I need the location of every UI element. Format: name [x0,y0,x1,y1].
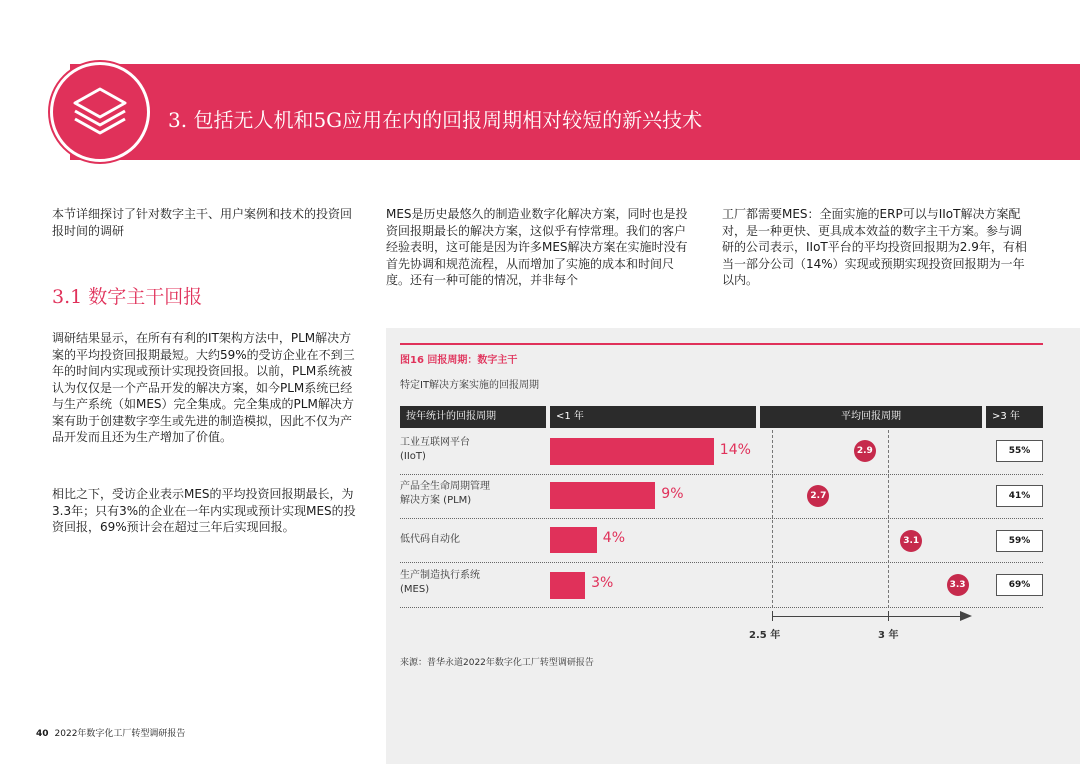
row-label-iiot [400,436,470,464]
header-lt1: <1 年 [550,406,756,428]
axis-arrow-icon [960,611,972,621]
axis-tick-2-5 [772,611,773,621]
row-label-line: 生产制造执行系统 [400,570,480,581]
report-title: 2022年数字化工厂转型调研报告 [54,729,186,739]
avg-marker-iiot: 2.9 [854,440,876,462]
body-paragraph-2: 相比之下，受访企业表示MES的平均投资回报期最长，为3.3年；只有3%的企业在一年内实现或预计实现MES的投资回报，69%预计会在超过三年后实现回报。 [52,487,356,534]
intro-column-2: MES是历史最悠久的制造业数字化解决方案，同时也是投资回报期最长的解决方案，这似乎有悖常理。我们的客户经验表明，这可能是因为许多MES解决方案在实施时没有首先协调和规范流程，从而增加了实施的成本和时间尺度。还有一种可能的情况，并非每个 [386,207,688,287]
row-label-line: (IIoT) [400,451,426,462]
row-label-line: (MES) [400,584,430,595]
header-avg: 平均回报周期 [760,406,982,428]
row-label-line: 低代码自动化 [400,534,460,545]
bar-value-plm: 9% [661,486,684,502]
avg-marker-mes: 3.3 [947,574,969,596]
intro-column-1: 本节详细探讨了针对数字主干、用户案例和技术的投资回报时间的调研 [52,207,353,238]
figure-subtitle: 特定IT解决方案实施的回报周期 [400,380,540,391]
row-label-line: 解决方案 (PLM) [400,495,472,506]
figure-rule [400,343,1043,345]
row-separator [400,607,1043,608]
row-label-mes [400,569,480,597]
avg-axis-line [772,616,964,617]
avg-gridline-2-5 [772,430,773,608]
row-label-line: 工业互联网平台 [400,437,470,448]
header-category: 按年统计的回报周期 [400,406,546,428]
axis-label-3: 3 年 [878,630,899,641]
bar-value-lowcode: 4% [602,530,626,546]
intro-column-3: 工厂都需要MES：全面实施的ERP可以与IIoT解决方案配对，是一种更快、更具成本效益的数字主干方案。参与调研的公司表示，IIoT平台的平均投资回报期为2.9年，有相当一部分公司（14%）实现或预期实现投资回报期为一年以内。 [722,207,1027,287]
bar-value-iiot: 14% [719,442,751,458]
subsection-heading: 3.1 数字主干回报 [52,286,203,308]
axis-tick-3 [888,611,889,621]
row-separator [400,474,1043,475]
row-label-line: 产品全生命周期管理 [400,481,490,492]
avg-marker-lowcode: 3.1 [900,530,922,552]
avg-gridline-3 [888,430,889,608]
bar-lt1-lowcode [550,527,597,553]
gt3-value-plm: 41% [996,485,1043,507]
gt3-value-mes: 69% [996,574,1043,596]
figure-source: 来源：普华永道2022年数字化工厂转型调研报告 [400,658,594,668]
gt3-value-iiot: 55% [996,440,1043,462]
section-title: 3. 包括无人机和5G应用在内的回报周期相对较短的新兴技术 [168,108,703,132]
row-separator [400,562,1043,563]
header-gt3: >3 年 [986,406,1043,428]
body-paragraph-1: 调研结果显示，在所有有利的IT架构方法中，PLM解决方案的平均投资回报期最短。大约59%的受访企业在不到三年的时间内实现或预计实现投资回报。以前，PLM系统被认为仅仅是一个产品开发的解决方案，如今PLM系统已经与生产系统（如MES）完全集成。完全集成的PLM解决方案有助于创建数字孪生或先进的制造模拟，因此不仅为产品开发而且还为生产增加了价值。 [52,331,355,444]
bar-lt1-plm [550,482,655,509]
page-number: 40 [36,729,49,739]
page-footer [36,726,185,739]
bar-value-mes: 3% [591,575,614,591]
gt3-value-lowcode: 59% [996,530,1043,552]
figure-title: 图16 回报周期：数字主干 [400,355,518,366]
figure-panel [386,328,1080,764]
row-separator [400,518,1043,519]
bar-lt1-iiot [550,438,714,465]
bar-lt1-mes [550,572,585,599]
row-label-plm [400,480,490,508]
layers-icon [50,62,150,162]
avg-marker-plm: 2.7 [807,485,829,507]
axis-label-2-5: 2.5 年 [749,630,781,641]
row-label-lowcode [400,533,460,547]
